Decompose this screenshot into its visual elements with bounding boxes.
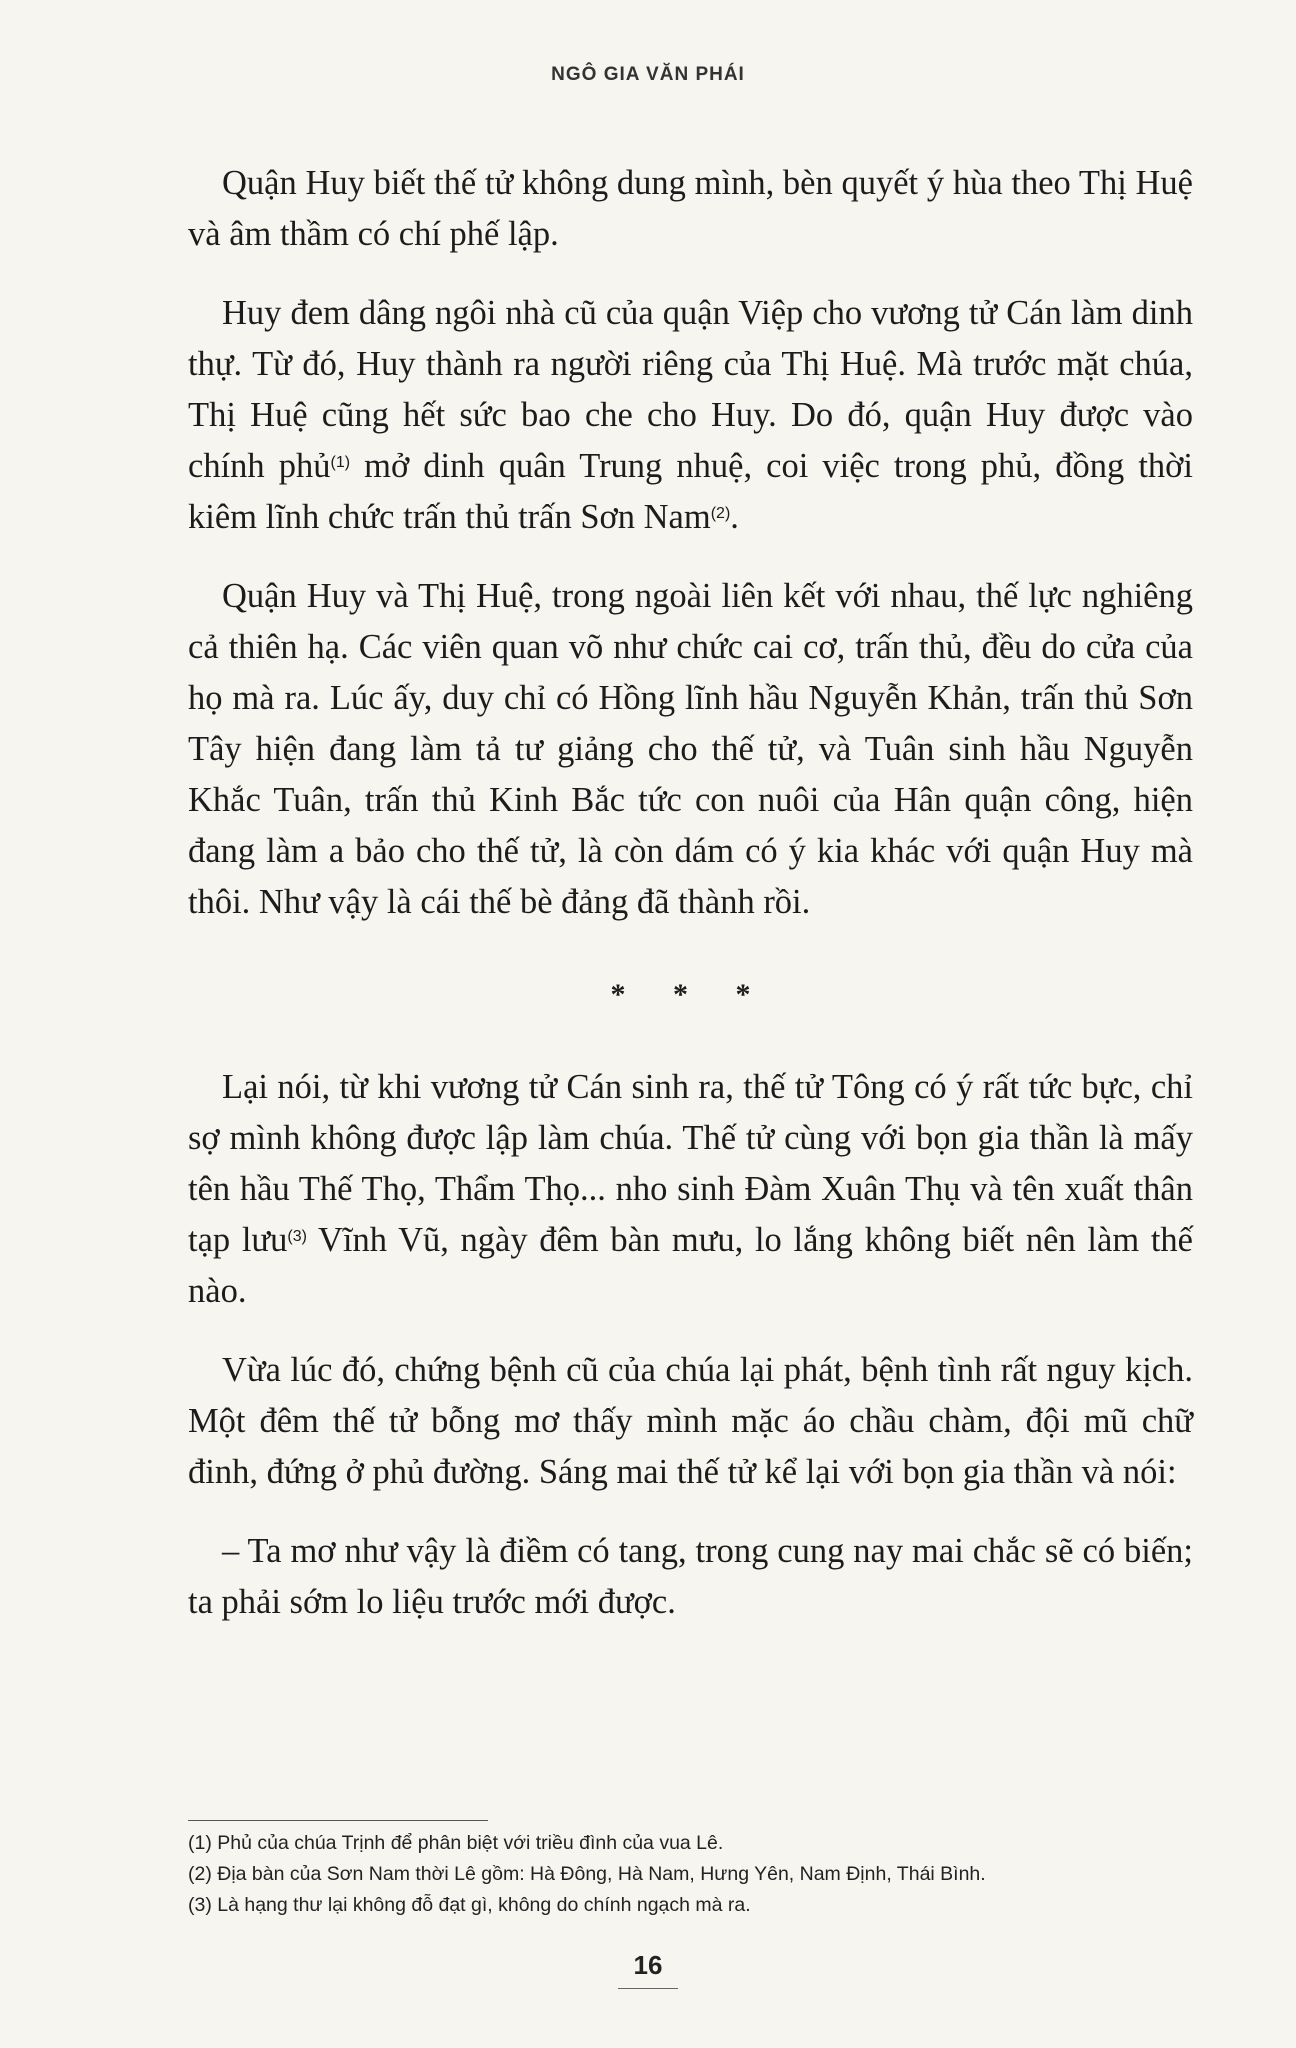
paragraph-text: . [730,498,739,536]
paragraph-text: mở dinh quân Trung nhuệ, coi việc trong phủ, đồng thời kiêm lĩnh chức trấn thủ trấn Sơn Nam [188,447,1193,536]
section-separator: * * * [610,978,771,1011]
body-text [188,158,1193,1656]
paragraph-group-2 [188,1062,1193,1628]
footnote-ref: (2) [710,505,731,522]
paragraph-text: Huy đem dâng ngôi nhà cũ của quận Việp cho vương tử Cán làm dinh thự. Từ đó, Huy thành ra người riêng của Thị Huệ. Mà trước mặt chúa, Thị Huệ cũng hết sức bao che cho Huy. Do đó, quận Huy được vào chính phủ [188,294,1193,485]
paragraph-group-1 [188,158,1193,928]
paragraph-text: Vừa lúc đó, chứng bệnh cũ của chúa lại phát, bệnh tình rất nguy kịch. Một đêm thế tử bỗng mơ thấy mình mặc áo chầu chàm, đội mũ chữ đinh, đứng ở phủ đường. Sáng mai thế tử kể lại với bọn gia thần và nói: [188,1351,1193,1491]
running-head: NGÔ GIA VĂN PHÁI [551,64,745,85]
footnote-1: (1) Phủ của chúa Trịnh để phân biệt với triều đình của vua Lê. [188,1832,724,1854]
paragraph [188,571,1193,928]
footnote-3: (3) Là hạng thư lại không đỗ đạt gì, không do chính ngạch mà ra. [188,1894,751,1916]
paragraph [188,1345,1193,1498]
paragraph-text: Quận Huy biết thế tử không dung mình, bèn quyết ý hùa theo Thị Huệ và âm thầm có chí phế lập. [188,164,1193,253]
paragraph-text: Quận Huy và Thị Huệ, trong ngoài liên kết với nhau, thế lực nghiêng cả thiên hạ. Các viên quan võ như chức cai cơ, trấn thủ, đều do cửa của họ mà ra. Lúc ấy, duy chỉ có Hồng lĩnh hầu Nguyễn Khản, trấn thủ Sơn Tây hiện đang làm tả tư giảng cho thế tử, và Tuân sinh hầu Nguyễn Khắc Tuân, trấn thủ Kinh Bắc tức con nuôi của Hân quận công, hiện đang làm a bảo cho thế tử, là còn dám có ý kia khác với quận Huy mà thôi. Như vậy là cái thế bè đảng đã thành rồi. [188,577,1193,921]
page-number-underline [618,1988,678,1989]
paragraph [188,1526,1193,1628]
footnote-2: (2) Địa bàn của Sơn Nam thời Lê gồm: Hà Đông, Hà Nam, Hưng Yên, Nam Định, Thái Bình. [188,1863,986,1885]
paragraph [188,288,1193,543]
paragraph-text: Vĩnh Vũ, ngày đêm bàn mưu, lo lắng không biết nên làm thế nào. [188,1221,1193,1310]
footnote-ref: (1) [330,454,351,471]
footnote-rule [188,1820,488,1821]
footnote-ref: (3) [287,1228,307,1245]
paragraph-text: Lại nói, từ khi vương tử Cán sinh ra, thế tử Tông có ý rất tức bực, chỉ sợ mình không được lập làm chúa. Thế tử cùng với bọn gia thần là mấy tên hầu Thế Thọ, Thẩm Thọ... nho sinh Đàm Xuân Thụ và tên xuất thân tạp lưu [188,1068,1193,1259]
paragraph [188,1062,1193,1317]
paragraph-text: – Ta mơ như vậy là điềm có tang, trong cung nay mai chắc sẽ có biến; ta phải sớm lo liệu trước mới được. [188,1532,1193,1621]
footnotes [188,1828,1198,1921]
paragraph [188,158,1193,260]
page-number: 16 [633,1950,663,1980]
